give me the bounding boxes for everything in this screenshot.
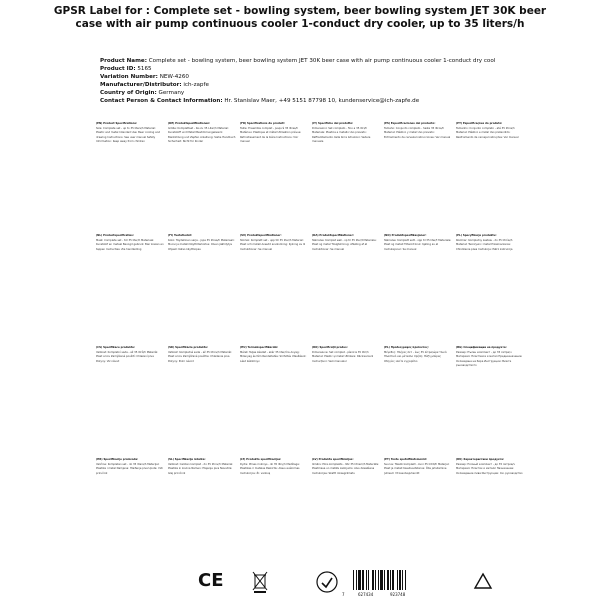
spec-cell-heading: (DE) Produktspezifikationen: — [168, 122, 211, 125]
info-row: Contact Person & Contact Information: Hr. Stanislav Maer, +49 5151 87798 10, kundenservice@ich-zapfe.de — [100, 98, 420, 104]
info-row: Country of Origin: Germany — [100, 90, 185, 96]
spec-cell — [456, 346, 524, 452]
spec-cell-heading: (PT) Especificações do produto: — [456, 122, 503, 125]
spec-cell-heading: (LT) Produkto specifikacijos: — [240, 458, 282, 461]
spec-cell-heading: (EN) Product Specifications: — [96, 122, 138, 125]
spec-cell — [384, 122, 452, 228]
spec-cell — [240, 122, 308, 228]
spec-cell — [384, 346, 452, 452]
spec-cell-text: Méret: Teljes készlet - akár 35 liter/óra Anyag: Műanyag és fém Rendeltetés: Sörhűtés Utasítások: Lásd kézikönyv — [240, 350, 307, 363]
page-title: GPSR Label for : Complete set - bowling system, beer bowling system JET 30K beer case with air pump continuous cooler 1-conduct dry cooler, up to 35 liters/h — [53, 5, 547, 30]
spec-cell — [96, 346, 164, 452]
spec-cell-heading: (NO) Produktspesifikasjoner: — [384, 234, 427, 237]
recycle-icon — [471, 572, 495, 594]
info-row: Product ID: 5165 — [100, 66, 152, 72]
spec-cell-text: Dydis: Pilnas rinkinys - iki 35 litrų/h Medžiaga: Plastikas ir metalas Paskirtis: Alaus aušinimas Instrukcijos: Žr. vadovą — [240, 462, 300, 475]
spec-cell-text: Μέγεθος: Πλήρες σετ - έως 35 λίτρα/ώρα Υλικό: Πλαστικό και μέταλλο Χρήση: Ψύξη μπύρας Οδηγίες: Δείτε εγχειρίδιο — [384, 350, 448, 363]
spec-cell-text: Velikost: Celoten komplet - do 35 litrov/h Material: Plastika in kovina Namen: Hlajenje piva Navodila: Glej priročnik — [168, 462, 234, 475]
spec-cell-heading: (FR) Spécifications du produit: — [240, 122, 285, 125]
spec-cell-heading: (IT) Specifiche del prodotto: — [312, 122, 354, 125]
spec-cell — [168, 346, 236, 452]
spec-cell-heading: (CS) Specifikace produktu: — [96, 346, 136, 349]
spec-cell — [96, 234, 164, 340]
spec-cell-heading: (EL) Προδιαγραφές προϊόντος: — [384, 346, 429, 349]
spec-cell — [312, 234, 380, 340]
spec-cell-text: Suurus: Täielik komplekt - kuni 35 liitrit/h Materjal: Plast ja metall Kasutusotstarve: Õlle jahutamine Juhised: Vt kasutusjuhendit — [384, 462, 450, 475]
spec-cell — [312, 122, 380, 228]
spec-cell-text: Størrelse: Komplet sæt - op til 35 liter/t Materiale: Plast og metal Tilsigtet brug: Afkøling af øl Instruktioner: Se manual — [312, 238, 377, 251]
spec-cell-heading: (RO) Specificații produs: — [312, 346, 348, 349]
spec-cell — [456, 122, 524, 228]
barcode-number-left: 7 — [342, 592, 345, 597]
barcode-number-mid: 627434 — [358, 592, 374, 597]
weee-bin-icon — [252, 571, 268, 593]
spec-cell-heading: (BG) Спецификации на продукта: — [456, 346, 507, 349]
spec-cell-heading: (FI) Tuotetiedot: — [168, 234, 192, 237]
spec-cell — [456, 234, 524, 340]
spec-cell-text: Størrelse: Komplett sett - opp til 35 liter/t Materiale: Plast og metall Tiltenkt bruk: Kjøling av øl Instruksjoner: Se manual — [384, 238, 452, 251]
spec-cell-heading: (HR) Specifikacije proizvoda: — [96, 458, 139, 461]
spec-cell — [456, 458, 524, 564]
spec-cell-heading: (LV) Produkta specifikācijas: — [312, 458, 354, 461]
spec-cell-text: Storlek: Komplett set - upp till 35 liter/h Material: Plast och metall Avsedd användning: Kylning av öl Instruktioner: Se manual — [240, 238, 306, 251]
spec-cell-heading: (ET) Toote spetsifikatsioonid: — [384, 458, 427, 461]
spec-cell-heading: (DA) Produktspecifikationer: — [312, 234, 354, 237]
spec-cell — [312, 458, 380, 564]
spec-cell-text: Размер: Пълен комплект - до 35 литра/ч Материал: Пластмаса и метал Предназначение: Охлаждане на бира Инструкции: Вижте ръководството — [456, 350, 523, 368]
spec-cell-text: Tamaño: Conjunto completo - hasta 35 litros/h Material: Plástico y metal Uso previsto: Enfriamiento de cerveza Instrucciones: Ver manual — [384, 126, 451, 139]
spec-cell-text: Размер: Полный комплект - до 35 литров/ч Материал: Пластик и металл Назначение: Охлаждение пива Инструкции: См. руководство — [456, 462, 523, 475]
info-row: Manufacturer/Distributor: ich-zapfe — [100, 82, 209, 88]
info-row: Variation Number: NEW-4260 — [100, 74, 189, 80]
spec-cell — [240, 458, 308, 564]
barcode-number-right: 923748 — [390, 592, 406, 597]
rohs-icon — [316, 571, 338, 593]
spec-cell-text: Veľkosť: Kompletná sada - až 35 litrov/h Materiál: Plast a kov Zamýšľané použitie: Chladenie piva Pokyny: Pozri návod — [168, 350, 232, 363]
spec-cell — [168, 122, 236, 228]
spec-cell — [312, 346, 380, 452]
spec-cell-text: Koko: Täydellinen sarja - jopa 35 litraa/h Materiaali: Muovi ja metalli Käyttötarkoitus: Oluen jäähdytys Ohjeet: Katso käyttöopas — [168, 238, 235, 251]
spec-cell-heading: (SK) Špecifikácie produktu: — [168, 346, 209, 349]
spec-cell-text: Tamanho: Conjunto completo - até 35 litros/h Material: Plástico e metal Uso pretendido: Resfriamento de cerveja Instruções: Ver manual — [456, 126, 519, 139]
spec-cell-heading: (PL) Specyfikacje produktu: — [456, 234, 497, 237]
ce-mark-icon: CE — [198, 570, 224, 591]
spec-cell-heading: (RU) Характеристики продукта: — [456, 458, 505, 461]
compliance-footer — [96, 568, 528, 600]
spec-cell-text: Taille: Ensemble complet - jusqu'à 35 litres/h Matériau: Plastique et métal Utilisation prévue: Refroidissement de la bière Instructions: Voir manuel — [240, 126, 302, 144]
spec-cell-heading: (SL) Specifikacije izdelka: — [168, 458, 206, 461]
spec-cell-heading: (SV) Produktspecifikationer: — [240, 234, 282, 237]
spec-cell-text: Rozmiar: Kompletny zestaw - do 35 litrów/h Materiał: Tworzywo i metal Przeznaczenie: Chłodzenie piwa Instrukcje: Patrz instrukcja — [456, 238, 513, 251]
spec-cell — [384, 234, 452, 340]
spec-cell-text: Izmērs: Pilns komplekts - līdz 35 litriem/h Materiāls: Plastmasa un metāls Lietojums: Alus dzesēšana Instrukcijas: Skatīt rokasgrāmatu — [312, 462, 379, 475]
spec-cell — [384, 458, 452, 564]
spec-cell — [240, 346, 308, 452]
spec-cell — [96, 122, 164, 228]
info-row: Product Name: Complete set - bowling system, beer bowling system JET 30K beer case with air pump continuous cooler 1-conduct dry cool — [100, 58, 496, 64]
spec-cell — [96, 458, 164, 564]
spec-cell-heading: (HU) Termékspecifikációk: — [240, 346, 279, 349]
spec-cell-heading: (NL) Productspecificaties: — [96, 234, 134, 237]
spec-cell-heading: (ES) Especificaciones del producto: — [384, 122, 436, 125]
spec-cell-text: Velikost: Kompletní sada - až 35 litrů/h Materiál: Plast a kov Zamýšlené použití: Chlazení piva Pokyny: Viz návod — [96, 350, 159, 363]
spec-cell-text: Dimensiune: Set complet - până la 35 litri/h Material: Plastic și metal Utilizare: Răcirea berii Instrucțiuni: Vezi manualul — [312, 350, 374, 363]
product-info — [100, 57, 570, 105]
spec-cell — [168, 458, 236, 564]
spec-cell-text: Size: Complete set - up to 35 liters/h Material: Plastic and metal Intended Use: Beer cooling and drawing Instructions: See user manual Safety Information: Keep away from children — [96, 126, 161, 144]
spec-cell-text: Größe: Komplettset - bis zu 35 Liter/h Material: Kunststoff und Metall Bestimmungszweck: Bierkühlung und Zapfen Anleitung: Siehe Handbuch Sicherheit: Nicht für Kinder — [168, 126, 236, 144]
barcode-icon — [351, 570, 421, 590]
spec-cell-text: Maat: Complete set - tot 35 liter/h Materiaal: Kunststof en metaal Beoogd gebruik: Bier koelen en tappen Instructies: Zie handleiding — [96, 238, 164, 251]
spec-cell-text: Veličina: Kompletan set - do 35 litara/h Materijal: Plastika i metal Namjena: Hlađenje piva Upute: Vidi priručnik — [96, 462, 163, 475]
specifications-grid — [96, 122, 528, 570]
spec-cell-text: Dimensioni: Set completo - fino a 35 litri/h Materiale: Plastica e metallo Uso previsto: Raffreddamento della birra Istruzioni: Vedere manuale — [312, 126, 371, 144]
spec-cell — [240, 234, 308, 340]
spec-cell — [168, 234, 236, 340]
